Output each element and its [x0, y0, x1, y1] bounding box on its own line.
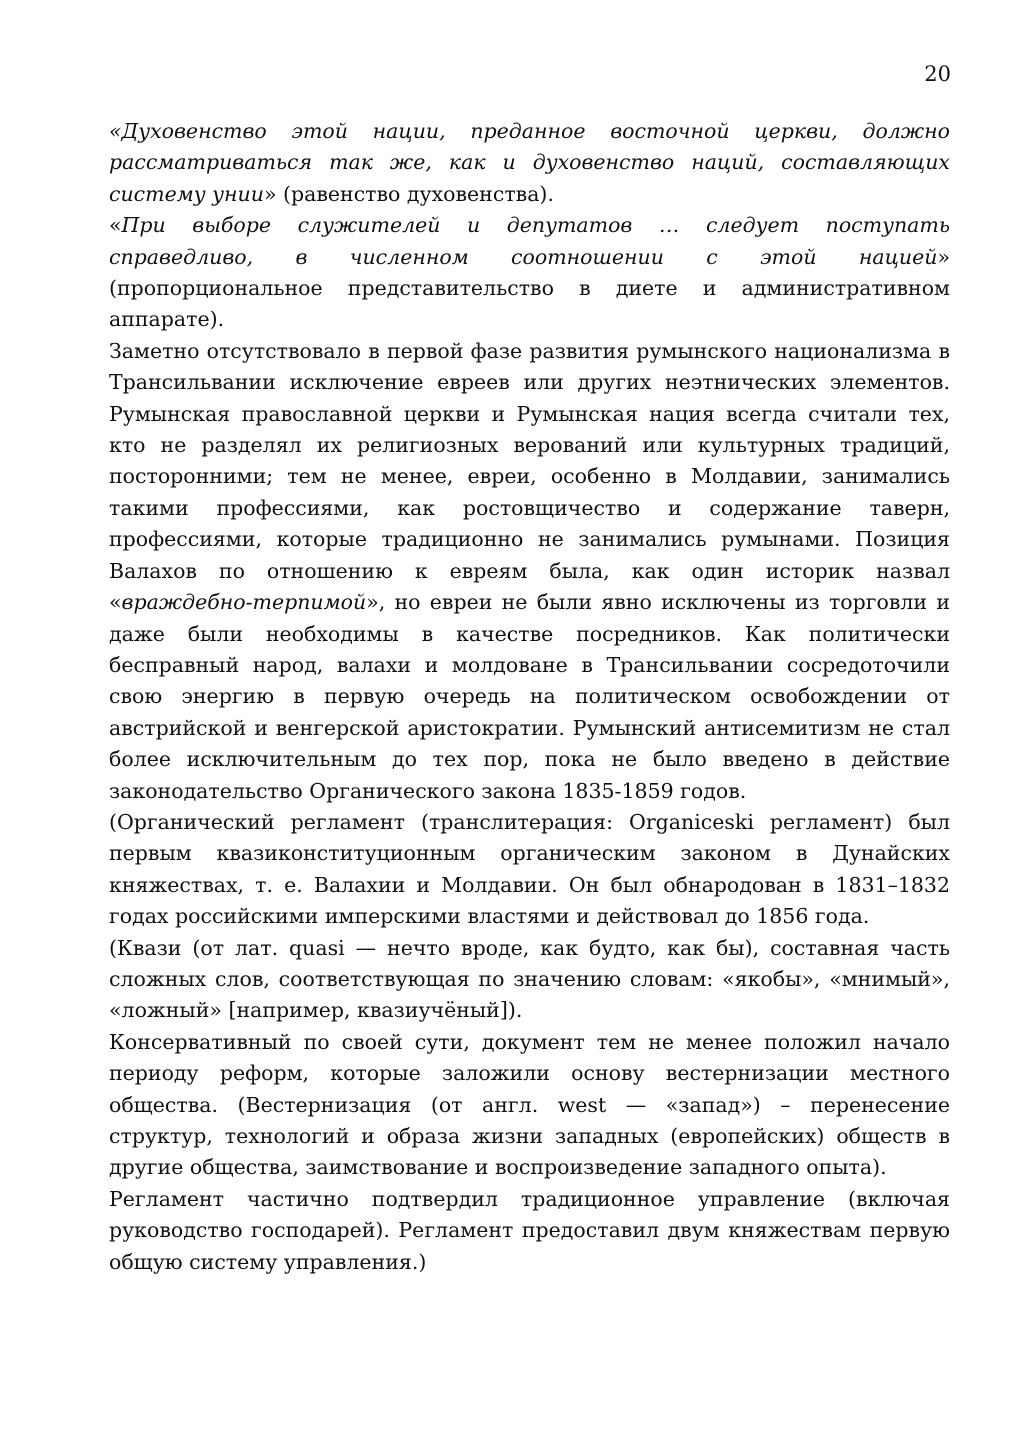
- quote-note: » (равенство духовенства).: [263, 181, 554, 206]
- quote-note: » (пропорциональное представительство в диете и административном аппарате).: [109, 244, 950, 332]
- paragraph-election-quote: [109, 210, 950, 336]
- quote-italic: «Духовенство этой нации, преданное восточной церкви, должно рассматриваться так же, как и духовенство наций, составляющих систему унии: [109, 119, 950, 206]
- paragraph-text: Заметно отсутствовало в первой фазе развития румынского национализма в Трансильвании исключение евреев или других неэтнических элементов. Румынская православной церкви и Румынская нация всегда считали тех, кто не разделял их религиозных верований или культурных традиций, посторонними; тем не менее, евреи, особенно в Молдавии, занимались такими профессиями, как ростовщичество и содержание таверн, профессиями, которые традиционно не занимались румынами. Позиция Валахов по отношению к евреям была, как один историк назвал «: [109, 338, 950, 615]
- paragraph-quasi-definition: (Квази (от лат. quasi — нечто вроде, как будто, как бы), составная часть сложных слов, соответствующая по значению словам: «якобы», «мнимый», «ложный» [например, квазиучёный]).: [109, 935, 950, 1023]
- quote-open-mark: «: [109, 213, 122, 238]
- paragraph-nationalism: [109, 336, 950, 807]
- quote-italic: При выборе служителей и депутатов … следует поступать справедливо, в численном соотношении с этой нацией: [109, 213, 950, 269]
- paragraph-westernization: Консервативный по своей сути, документ тем не менее положил начало периоду реформ, которые заложили основу вестернизации местного общества. (Вестернизация (от англ. west — «запад») – перенесение структур, технологий и образа жизни западных (европейских) обществ в другие общества, заимствование и воспроизведение западного опыта).: [109, 1029, 950, 1180]
- page-number: 20: [924, 62, 951, 86]
- paragraph-organic-regulation: (Органический регламент (транслитерация: Organiceski регламент) был первым квазиконституционным органическим законом в Дунайских княжествах, т. е. Валахии и Молдавии. Он был обнародован в 1831–1832 годах российскими имперскими властями и действовал до 1856 года.: [109, 809, 950, 929]
- italic-term: враждебно-терпимой: [121, 590, 367, 615]
- paragraph-regulation-governance: Регламент частично подтвердил традиционное управление (включая руководство господарей). Регламент предоставил двум княжествам первую общую систему управления.): [109, 1186, 950, 1274]
- document-body: [109, 116, 950, 1278]
- paragraph-clergy-quote: [109, 116, 950, 210]
- paragraph-text: », но евреи не были явно исключены из торговли и даже были необходимы в качестве посредников. Как политически бесправный народ, валахи и молдоване в Трансильвании сосредоточили свою энергию в первую очередь на политическом освобождении от австрийской и венгерской аристократии. Румынский антисемитизм не стал более исключительным до тех пор, пока не было введено в действие законодательство Органического закона 1835-1859 годов.: [109, 590, 950, 803]
